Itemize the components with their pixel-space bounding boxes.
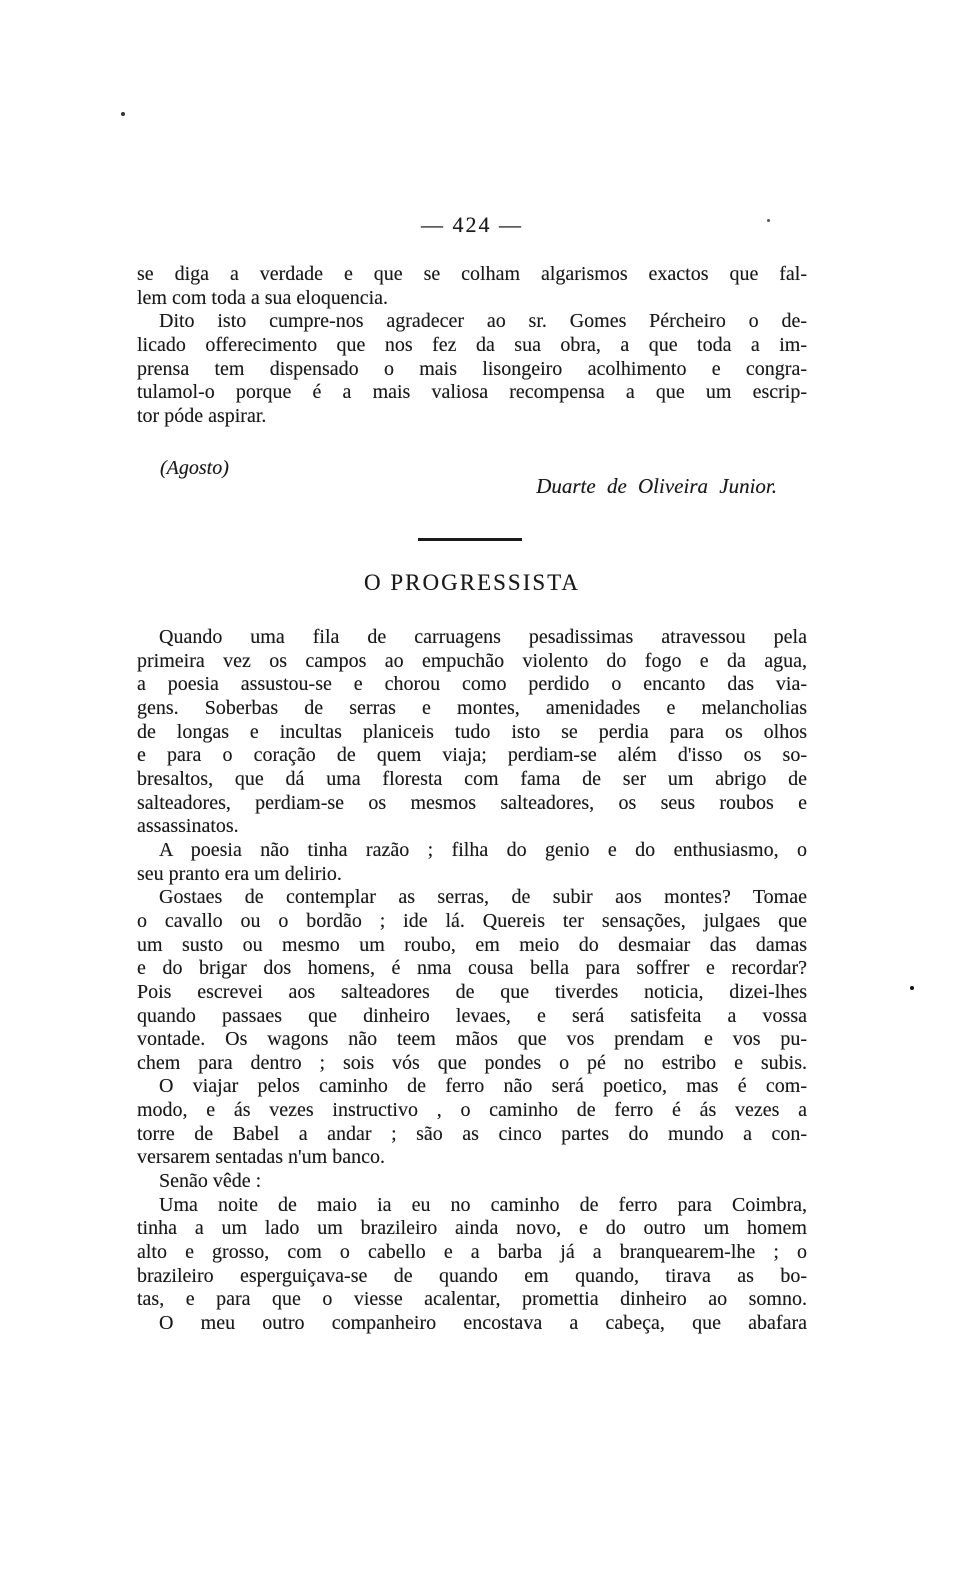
text-line: seu pranto era um delirio. [137, 862, 342, 885]
paragraph [137, 626, 807, 839]
text-line: alto e grosso, com o cabello e a barba já a branquearem-lhe ; o [137, 1241, 807, 1264]
scan-speck [121, 112, 125, 116]
author-signature: Duarte de Oliveira Junior. [536, 474, 777, 498]
text-line: Quando uma fila de carruagens pesadissimas atravessou pela [159, 626, 807, 648]
text-line: tinha a um lado um brazileiro ainda novo, e do outro um homem [137, 1217, 807, 1240]
paragraph [137, 1312, 807, 1336]
text-line: bresaltos, que dá uma floresta com fama de ser um abrigo de [137, 767, 807, 790]
section-divider [418, 538, 522, 541]
text-line: a poesia assustou-se e chorou como perdido o encanto das via- [137, 673, 807, 696]
text-line: e do brigar dos homens, é nma cousa bella para soffrer e recordar? [137, 957, 807, 980]
text-line: primeira vez os campos ao empuchão violento do fogo e da agua, [137, 649, 807, 672]
text-line: o cavallo ou o bordão ; ide lá. Quereis ter sensações, julgaes que [137, 909, 807, 932]
paragraph [137, 310, 807, 428]
text-line: O meu outro companheiro encostava a cabeça, que abafara [159, 1312, 807, 1335]
text-line: chem para dentro ; sois vós que pondes o pé no estribo e subis. [137, 1051, 807, 1074]
text-line: Gostaes de contemplar as serras, de subir aos montes? Tomae [159, 886, 807, 909]
text-line: gens. Soberbas de serras e montes, amenidades e melancholias [137, 696, 807, 719]
text-line: Senão vêde : [159, 1170, 262, 1193]
text-line: um susto ou mesmo um roubo, em meio do desmaiar das damas [137, 933, 807, 956]
paragraph [137, 1194, 807, 1312]
article-text [137, 626, 807, 1336]
page-number: — 424 — [421, 212, 523, 237]
text-line: brazileiro esperguiçava-se de quando em quando, tirava as bo- [137, 1264, 807, 1287]
scan-speck [910, 986, 914, 990]
text-line: se diga a verdade e que se colham algarismos exactos que fal- [137, 263, 807, 285]
text-line: Pois escrevei aos salteadores de que tiverdes noticia, dizei-lhes [137, 980, 807, 1003]
text-line: O viajar pelos caminho de ferro não será poetico, mas é com- [159, 1075, 807, 1098]
intro-text [137, 263, 807, 429]
text-line: versarem sentadas n'um banco. [137, 1146, 385, 1169]
text-line: quando passaes que dinheiro levaes, e será satisfeita a vossa [137, 1004, 807, 1027]
text-line: tas, e para que o viesse acalentar, promettia dinheiro ao somno. [137, 1288, 807, 1311]
text-line: lem com toda a sua eloquencia. [137, 286, 389, 309]
text-line: assassinatos. [137, 815, 239, 838]
text-line: vontade. Os wagons não teem mãos que vos prendam e vos pu- [137, 1028, 807, 1051]
dateline: (Agosto) [160, 457, 229, 479]
text-line: tulamol-o porque é a mais valiosa recompensa a que um escrip- [137, 381, 807, 404]
paragraph [137, 1170, 807, 1194]
paragraph [137, 886, 807, 1075]
article-title: O PROGRESSISTA [364, 570, 580, 595]
text-line: licado offerecimento que nos fez da sua obra, a que toda a im- [137, 333, 807, 356]
text-line: torre de Babel a andar ; são as cinco partes do mundo a con- [137, 1122, 807, 1145]
text-line: modo, e ás vezes instructivo , o caminho de ferro é ás vezes a [137, 1099, 807, 1122]
scan-speck [767, 219, 770, 222]
text-line: Uma noite de maio ia eu no caminho de ferro para Coimbra, [159, 1193, 807, 1216]
text-line: prensa tem dispensado o mais lisongeiro acolhimento e congra- [137, 357, 807, 380]
text-line: A poesia não tinha razão ; filha do genio e do enthusiasmo, o [159, 838, 807, 861]
paragraph [137, 1075, 807, 1170]
paragraph [137, 839, 807, 886]
text-line: salteadores, perdiam-se os mesmos salteadores, os seus roubos e [137, 791, 807, 814]
text-line: tor póde aspirar. [137, 404, 267, 427]
text-line: Dito isto cumpre-nos agradecer ao sr. Gomes Pércheiro o de- [159, 310, 807, 333]
text-line: e para o coração de quem viaja; perdiam-se além d'isso os so- [137, 744, 807, 767]
paragraph [137, 263, 807, 310]
text-line: de longas e incultas planiceis tudo isto se perdia para os olhos [137, 720, 807, 743]
